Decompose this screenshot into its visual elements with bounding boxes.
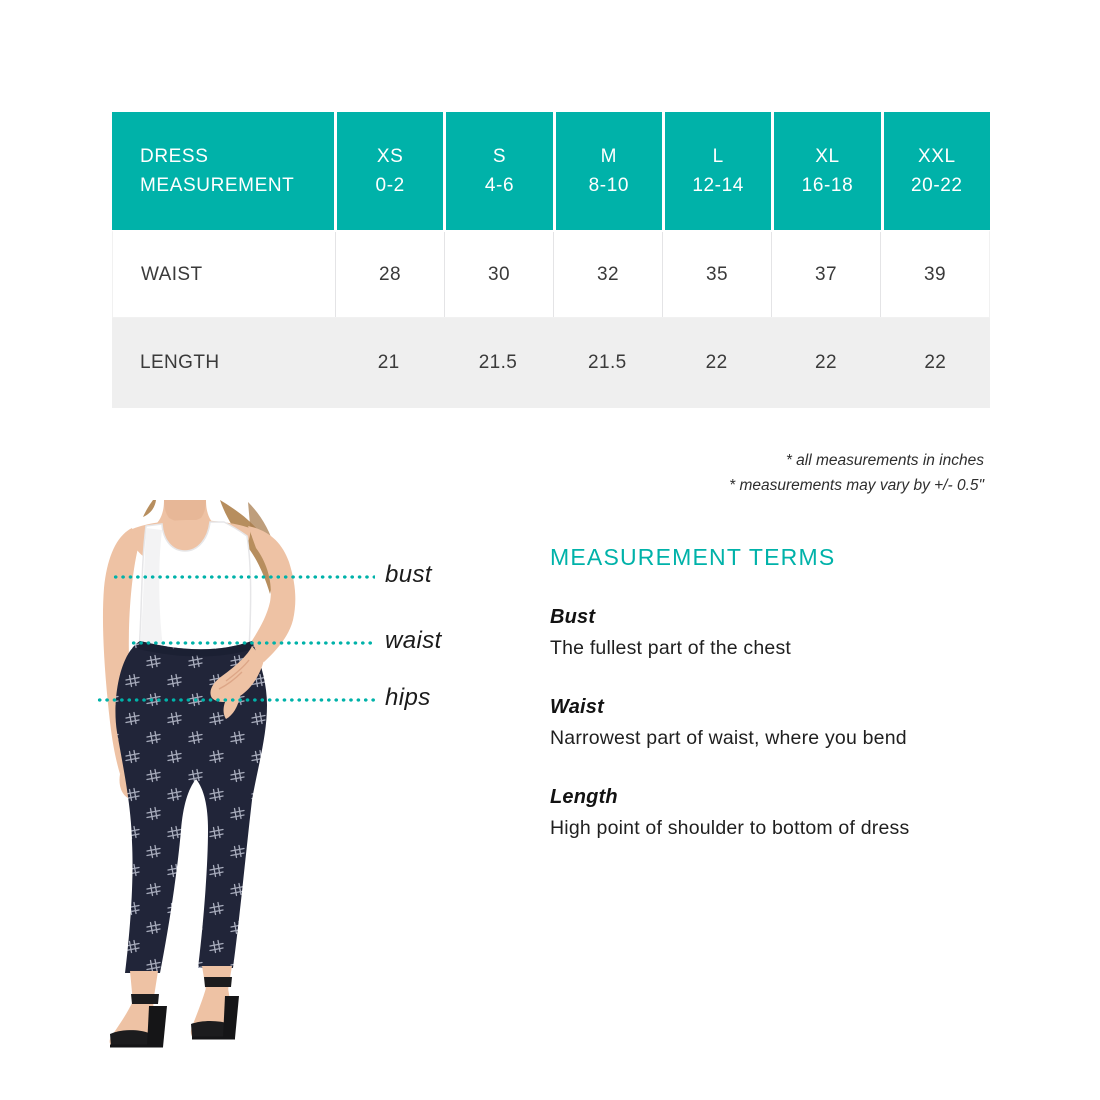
term-length bbox=[550, 784, 1010, 841]
note-inches: * all measurements in inches bbox=[785, 452, 984, 469]
size-name: XS bbox=[376, 146, 404, 167]
measurement-notes bbox=[550, 449, 984, 498]
term-definition: The fullest part of the chest bbox=[550, 637, 792, 659]
measurement-terms-section bbox=[550, 544, 1010, 841]
size-range: 12-14 bbox=[692, 175, 744, 196]
length-value-xl: 22 bbox=[815, 352, 837, 373]
size-table-header-row bbox=[112, 112, 990, 230]
term-waist bbox=[550, 694, 1010, 751]
bust-dotted-line bbox=[112, 575, 375, 579]
size-table bbox=[112, 112, 990, 408]
hips-dotted-line bbox=[96, 698, 375, 702]
size-range: 0-2 bbox=[375, 175, 405, 196]
row-label-length: LENGTH bbox=[140, 352, 220, 373]
bust-line-label: bust bbox=[385, 561, 432, 588]
size-name: L bbox=[712, 146, 724, 167]
size-name: M bbox=[600, 146, 618, 167]
term-name: Bust bbox=[550, 606, 596, 628]
waist-value-m: 32 bbox=[553, 232, 662, 317]
dress-measurement-label: DRESS MEASUREMENT bbox=[140, 146, 295, 196]
waist-value-xs: 28 bbox=[335, 232, 444, 317]
length-value-xs: 21 bbox=[377, 352, 400, 373]
waist-value-l: 35 bbox=[662, 232, 771, 317]
term-definition: Narrowest part of waist, where you bend bbox=[550, 727, 907, 749]
size-name: S bbox=[492, 146, 507, 167]
header-cell-m bbox=[556, 112, 662, 230]
size-range: 16-18 bbox=[801, 175, 854, 196]
model-photo bbox=[100, 500, 500, 1060]
header-cell-xxl bbox=[884, 112, 990, 230]
header-cell-xl bbox=[774, 112, 880, 230]
waist-value-xl: 37 bbox=[771, 232, 880, 317]
size-range: 8-10 bbox=[588, 175, 630, 196]
table-row-length bbox=[112, 318, 990, 408]
header-cell-s bbox=[446, 112, 552, 230]
header-cell-l bbox=[665, 112, 771, 230]
model-figure-illustration bbox=[100, 500, 500, 1060]
header-cell-xs bbox=[337, 112, 443, 230]
measurement-terms-title: MEASUREMENT TERMS bbox=[550, 544, 836, 570]
size-range: 4-6 bbox=[484, 175, 515, 196]
header-cell-dress-measurement bbox=[112, 112, 334, 230]
length-value-xxl: 22 bbox=[924, 352, 947, 373]
hips-line-label: hips bbox=[385, 684, 431, 711]
table-row-waist bbox=[112, 230, 990, 318]
note-variance: * measurements may vary by +/- 0.5" bbox=[729, 476, 984, 494]
waist-dotted-line bbox=[130, 641, 375, 645]
size-name: XL bbox=[815, 146, 840, 167]
waist-value-xxl: 39 bbox=[880, 232, 989, 317]
term-name: Length bbox=[550, 786, 618, 808]
term-bust bbox=[550, 604, 1010, 661]
row-label-waist: WAIST bbox=[141, 263, 203, 285]
waist-line-label: waist bbox=[385, 627, 442, 654]
term-name: Waist bbox=[550, 696, 604, 718]
length-value-l: 22 bbox=[705, 352, 728, 373]
term-definition: High point of shoulder to bottom of dress bbox=[550, 817, 910, 839]
length-value-s: 21.5 bbox=[478, 352, 518, 373]
size-range: 20-22 bbox=[911, 175, 963, 196]
waist-value-s: 30 bbox=[444, 232, 553, 317]
length-value-m: 21.5 bbox=[588, 352, 627, 373]
size-name: XXL bbox=[917, 146, 956, 167]
